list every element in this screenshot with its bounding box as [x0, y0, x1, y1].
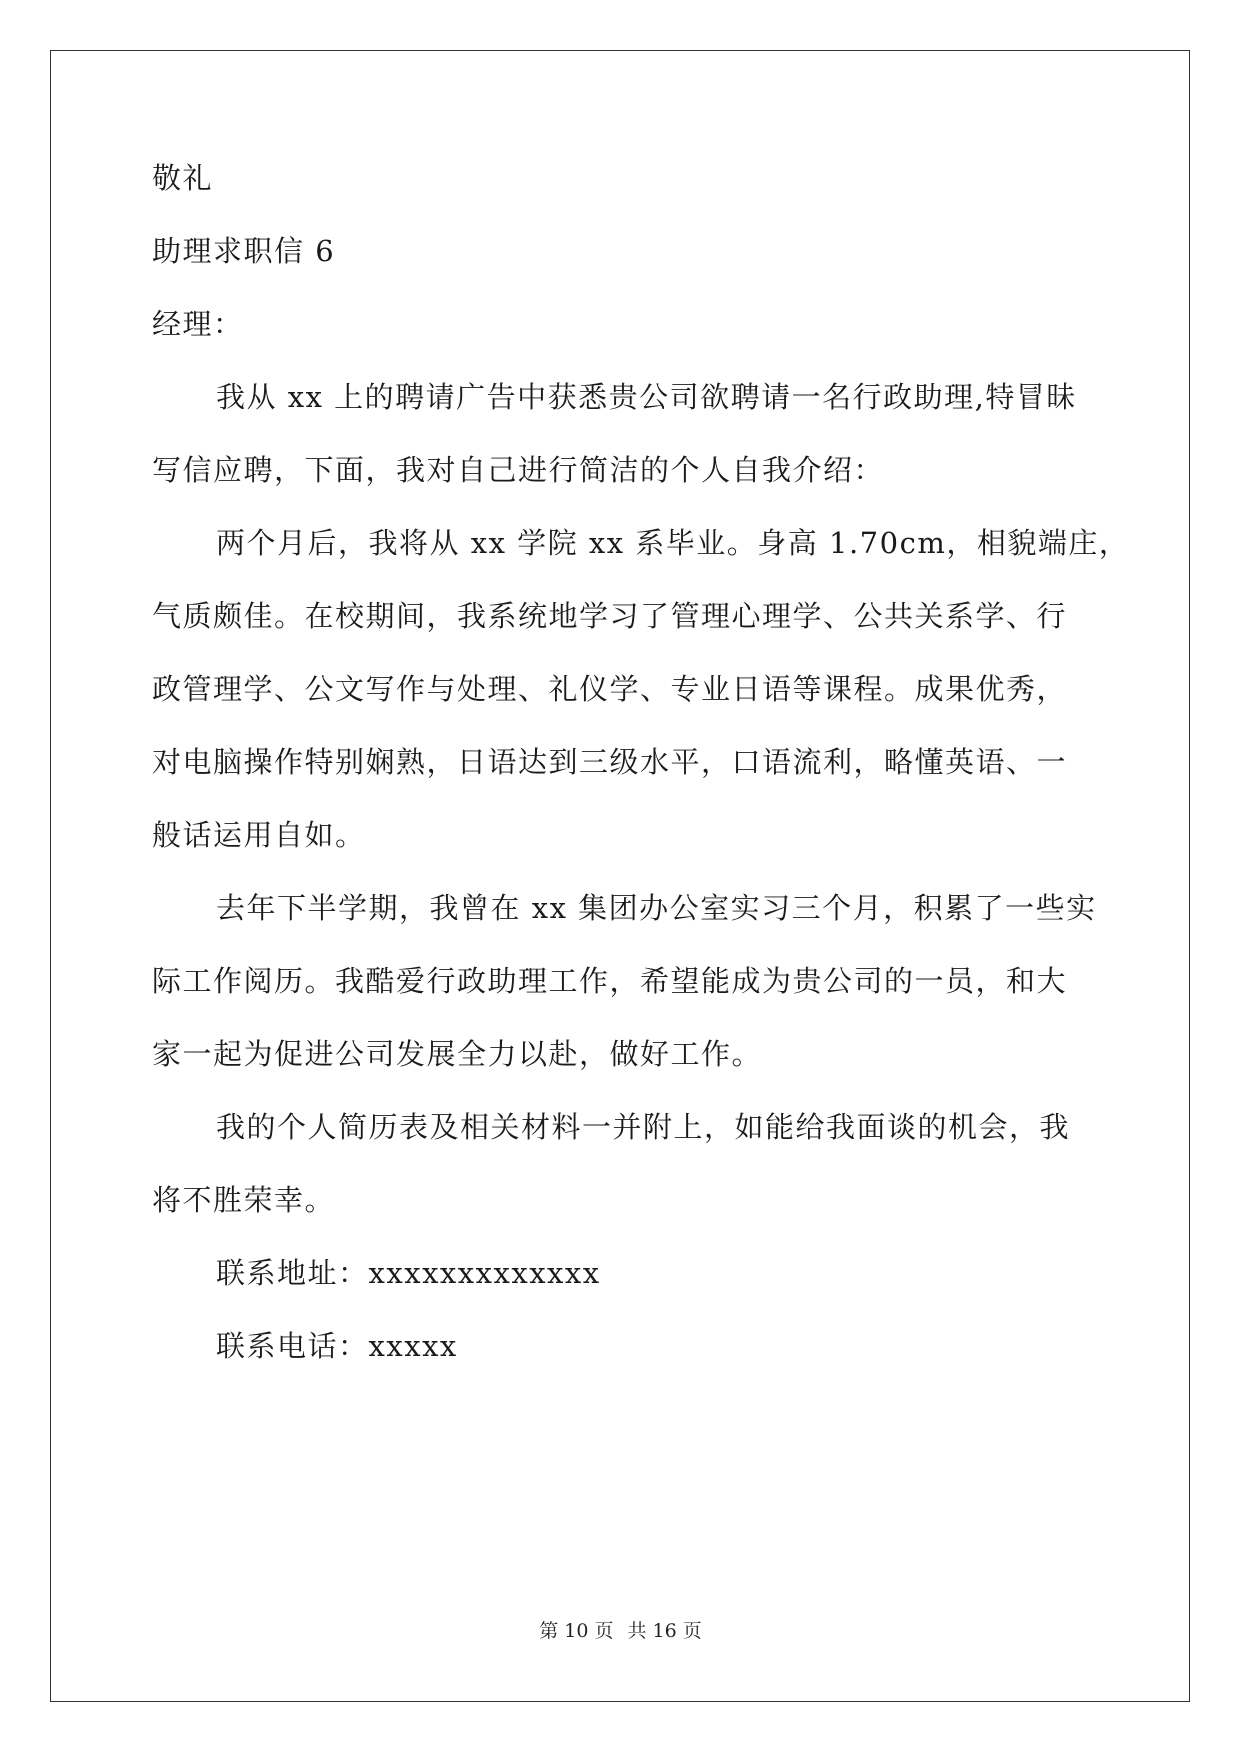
contact-phone: 联系电话：xxxxx [216, 1329, 458, 1363]
letter-title: 助理求职信 6 [152, 234, 336, 268]
paragraph-line: 两个月后，我将从 xx 学院 xx 系毕业。身高 1.70cm，相貌端庄， [216, 526, 1130, 560]
paragraph-line: 政管理学、公文写作与处理、礼仪学、专业日语等课程。成果优秀， [152, 672, 1068, 706]
paragraph-line: 家一起为促进公司发展全力以赴，做好工作。 [152, 1037, 763, 1071]
paragraph-line: 我从 xx 上的聘请广告中获悉贵公司欲聘请一名行政助理,特冒昧 [216, 380, 1077, 414]
page-number: 第 10 页 [539, 1620, 614, 1642]
paragraph-line: 气质颇佳。在校期间，我系统地学习了管理心理学、公共关系学、行 [152, 599, 1068, 633]
paragraph-line: 写信应聘，下面，我对自己进行简洁的个人自我介绍： [152, 453, 885, 487]
contact-address: 联系地址：xxxxxxxxxxxxx [216, 1256, 601, 1290]
addressee: 经理： [152, 307, 244, 341]
page-footer [0, 1616, 1241, 1643]
paragraph-line: 际工作阅历。我酷爱行政助理工作，希望能成为贵公司的一员，和大 [152, 964, 1068, 998]
paragraph-line: 将不胜荣幸。 [152, 1183, 336, 1217]
page-frame [50, 50, 1190, 1702]
page-total: 共 16 页 [627, 1620, 702, 1642]
paragraph-line: 我的个人简历表及相关材料一并附上，如能给我面谈的机会，我 [216, 1110, 1071, 1144]
paragraph-line: 般话运用自如。 [152, 818, 366, 852]
paragraph-line: 对电脑操作特别娴熟，日语达到三级水平，口语流利，略懂英语、一 [152, 745, 1068, 779]
closing-salutation: 敬礼 [152, 161, 214, 195]
paragraph-line: 去年下半学期，我曾在 xx 集团办公室实习三个月，积累了一些实 [216, 891, 1097, 925]
